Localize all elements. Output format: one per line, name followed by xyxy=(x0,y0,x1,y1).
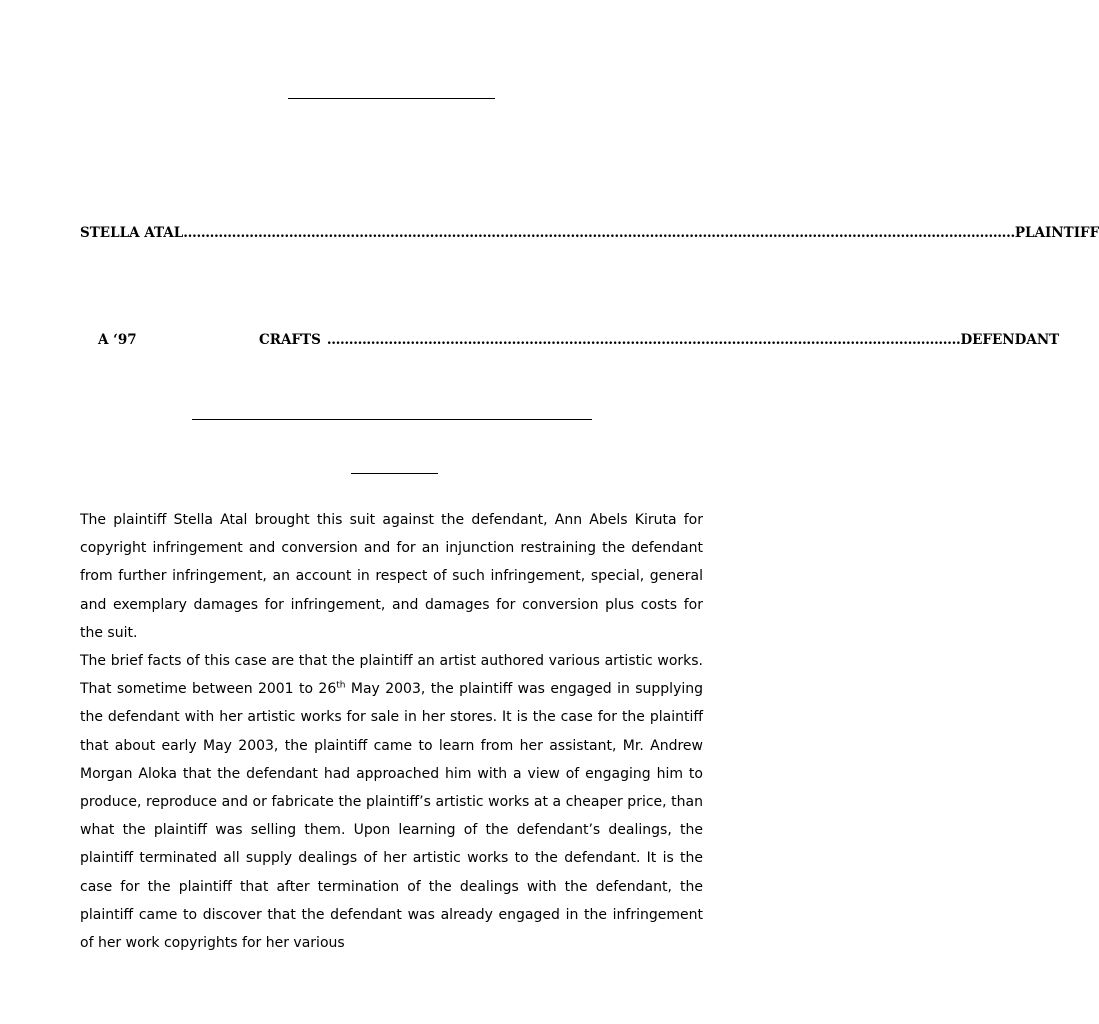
paragraph-2-text-start: The brief facts of this case are that the plaintiff an artist authored various artistic works. That sometime between 2001 to 26 xyxy=(80,653,703,698)
defendant-name-part2: CRAFTS xyxy=(259,332,321,348)
separator-short xyxy=(351,473,438,474)
defendant-leader-dots: …………………………………..……..………………………………………………………………………………….. xyxy=(326,332,961,348)
paragraph-2-text-rest: May 2003, the plaintiff was engaged in supplying the defendant with her artistic works for sale in her stores. It is the case for the plaintiff that about early May 2003, the plaintiff came to learn from her assistant, Mr. Andrew Morgan Aloka that the defendant had approached him with a view of engaging him to produce, reproduce and or fabricate the plaintiff’s artistic works at a cheaper price, than what the plaintiff was selling them. Upon learning of the defendant’s dealings, the plaintiff terminated all supply dealings of her artistic works to the defendant. It is the case for the plaintiff that after termination of the dealings with the defendant, the plaintiff came to discover that the defendant was already engaged in the infringement of her work copyrights for her various xyxy=(80,681,703,952)
separator-long xyxy=(192,419,592,420)
plaintiff-line xyxy=(80,225,1099,241)
ordinal-superscript: th xyxy=(336,680,346,691)
plaintiff-name: STELLA ATAL xyxy=(80,225,184,241)
title-underline xyxy=(288,98,495,99)
plaintiff-leader-dots: ……………………………………………………………………………………………………………………………………………………………………... xyxy=(183,225,1015,241)
defendant-line xyxy=(259,332,1060,348)
body-paragraph-2 xyxy=(80,647,703,957)
defendant-role: DEFENDANT xyxy=(960,332,1060,348)
body-paragraph-1: The plaintiff Stella Atal brought this suit against the defendant, Ann Abels Kiruta for copyright infringement and conversion and for an injunction restraining the defendant from further infringement, an account in respect of such infringement, special, general and exemplary damages for infringement, and damages for conversion plus costs for the suit. xyxy=(80,512,703,641)
plaintiff-role: PLAINTIFF xyxy=(1014,225,1099,241)
defendant-name-part1: A ‘97 xyxy=(98,332,137,348)
